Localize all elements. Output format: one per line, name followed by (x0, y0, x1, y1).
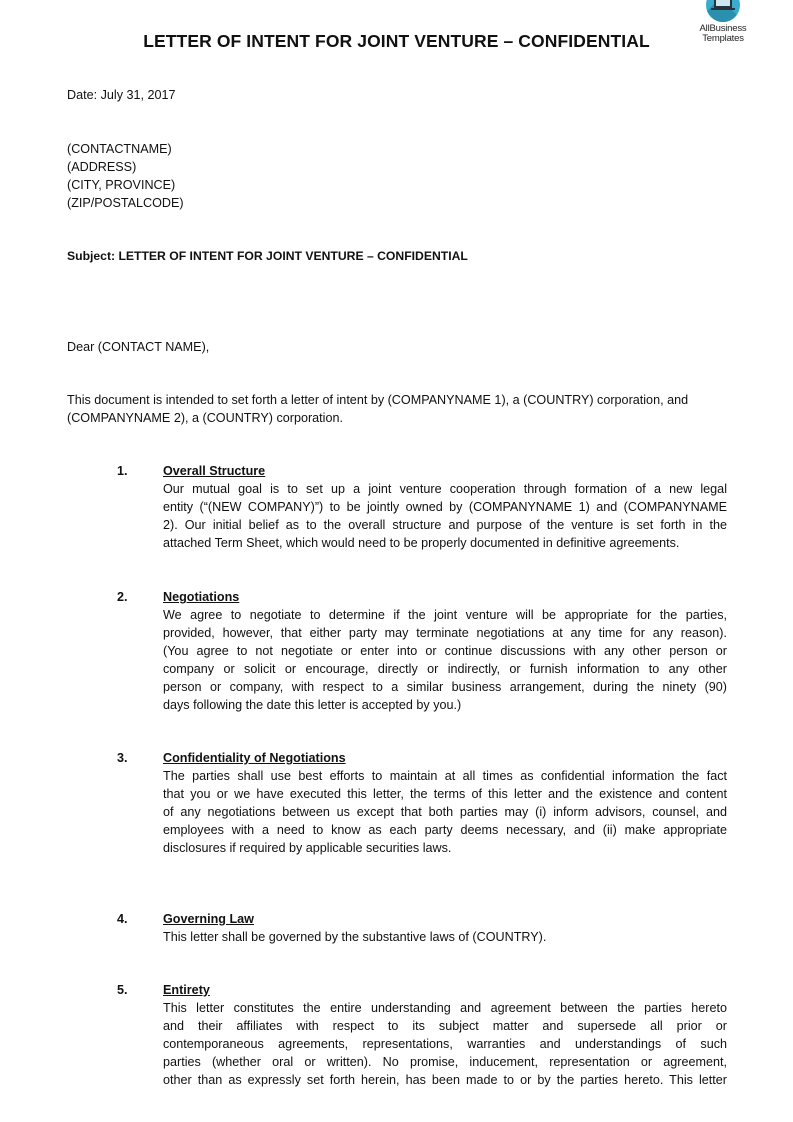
address-line: (ZIP/POSTALCODE) (67, 196, 184, 210)
body-line: entity (“(NEW COMPANY)”) to be jointly owned by (COMPANYNAME 1) and (COMPANYNAME (163, 500, 727, 514)
intro-paragraph (67, 391, 727, 427)
body-line: contemporaneous agreements, representations, warranties and understandings of such (163, 1037, 727, 1051)
body-line: that you or we have executed this letter, the terms of this letter and the existence and content (163, 787, 727, 801)
section-number: 5. (117, 983, 128, 997)
body-line: This letter constitutes the entire understanding and agreement between the parties hereto (163, 1001, 727, 1015)
section-heading: Governing Law (163, 912, 254, 926)
body-line: We agree to negotiate to determine if the joint venture will be appropriate for the parties, (163, 608, 727, 622)
salutation: Dear (CONTACT NAME), (67, 340, 210, 354)
body-line: and their affiliates with respect to its subject matter and supersede all prior or (163, 1019, 727, 1033)
subject-line: Subject: LETTER OF INTENT FOR JOINT VENTURE – CONFIDENTIAL (67, 249, 468, 263)
section-body (163, 999, 727, 1089)
body-line: other than as expressly set forth herein, has been made to or by the parties hereto. This letter (163, 1073, 727, 1087)
section-heading: Entirety (163, 983, 210, 997)
body-line: The parties shall use best efforts to maintain at all times as confidential information the fact (163, 769, 727, 783)
section-number: 3. (117, 751, 128, 765)
section-number: 4. (117, 912, 128, 926)
section-heading: Confidentiality of Negotiations (163, 751, 346, 765)
body-line: provided, however, that either party may terminate negotiations at any time for any reason). (163, 626, 727, 640)
address-line: (ADDRESS) (67, 160, 137, 174)
section-body (163, 767, 727, 857)
letter-date: Date: July 31, 2017 (67, 88, 176, 102)
document-title: LETTER OF INTENT FOR JOINT VENTURE – CONFIDENTIAL (143, 31, 650, 51)
recipient-address (67, 140, 184, 212)
body-line: person or company, with respect to a similar business arrangement, during the ninety (90) (163, 680, 727, 694)
body-line: 2). Our initial belief as to the overall structure and purpose of the venture is set forth in the (163, 518, 727, 532)
body-line: company or solicit or encourage, directly or indirectly, or furnish information to any other (163, 662, 727, 676)
laptop-icon (706, 0, 740, 22)
body-line: of any negotiations between us except that both parties may (i) inform advisors, counsel, and (163, 805, 727, 819)
section-number: 2. (117, 590, 128, 604)
section-body (163, 928, 727, 946)
intro-line: This document is intended to set forth a letter of intent by (COMPANYNAME 1), a (COUNTRY) corporation, and (67, 393, 689, 407)
body-line: employees with a need to know as each party deems necessary, and (ii) make appropriate (163, 823, 727, 837)
body-line: attached Term Sheet, which would need to be properly documented in definitive agreements. (163, 536, 680, 550)
brand-line-2: Templates (702, 33, 744, 44)
body-line: (You agree to not negotiate or enter into or continue discussions with any other person or (163, 644, 727, 658)
body-line: This letter shall be governed by the substantive laws of (COUNTRY). (163, 930, 547, 944)
address-line: (CITY, PROVINCE) (67, 178, 176, 192)
body-line: Our mutual goal is to set up a joint venture cooperation through formation of a new legal (163, 482, 727, 496)
address-line: (CONTACTNAME) (67, 142, 172, 156)
body-line: days following the date this letter is accepted by you.) (163, 698, 462, 712)
section-body (163, 606, 727, 714)
intro-line: (COMPANYNAME 2), a (COUNTRY) corporation. (67, 411, 343, 425)
section-heading: Negotiations (163, 590, 240, 604)
body-line: parties (whether oral or written). No promise, inducement, representation or agreement, (163, 1055, 727, 1069)
body-line: disclosures if required by applicable securities laws. (163, 841, 452, 855)
section-body (163, 480, 727, 552)
brand-line-1: AllBusiness (699, 23, 747, 34)
section-heading: Overall Structure (163, 464, 266, 478)
section-number: 1. (117, 464, 128, 478)
